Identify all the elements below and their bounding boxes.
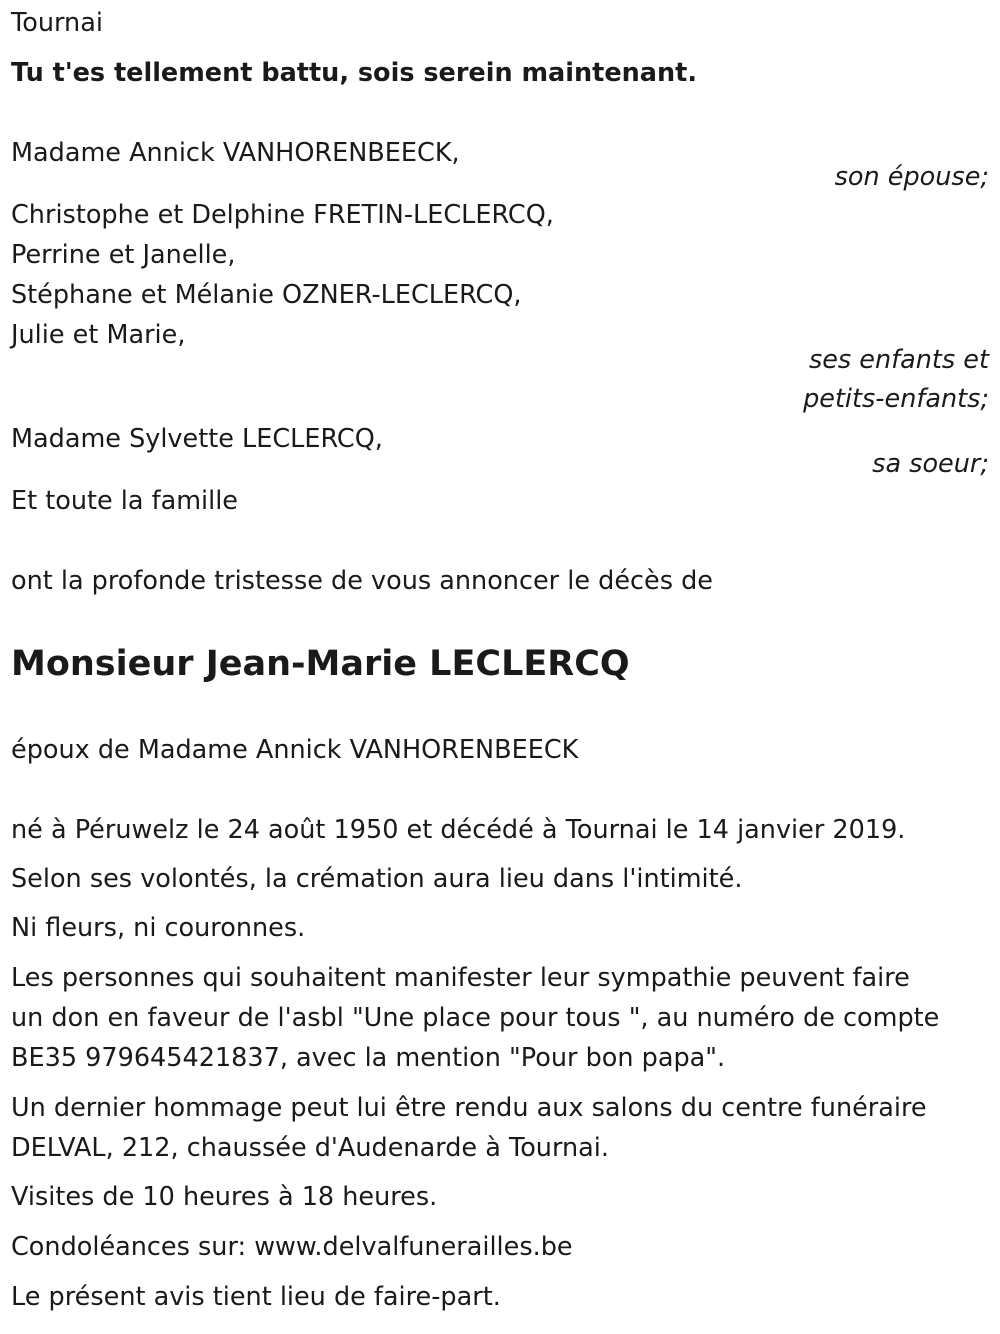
- announcement: ont la profonde tristesse de vous annoncer le décès de: [11, 566, 713, 596]
- child-line: Perrine et Janelle,: [11, 240, 236, 270]
- flowers-line: Ni fleurs, ni couronnes.: [11, 913, 306, 943]
- donation-line: un don en faveur de l'asbl "Une place pour tous ", au numéro de compte: [11, 1003, 940, 1033]
- sister-name: Madame Sylvette LECLERCQ,: [11, 424, 383, 454]
- obituary-notice: [11, 0, 989, 1334]
- children-relation: ses enfants et: [808, 345, 989, 375]
- motto: Tu t'es tellement battu, sois serein maintenant.: [11, 58, 698, 88]
- donation-line: BE35 979645421837, avec la mention "Pour bon papa".: [11, 1043, 726, 1073]
- spouse-of: époux de Madame Annick VANHORENBEECK: [11, 735, 579, 765]
- spouse-relation: son épouse;: [834, 162, 989, 192]
- child-line: Christophe et Delphine FRETIN-LECLERCQ,: [11, 200, 554, 230]
- family-line: Et toute la famille: [11, 486, 238, 516]
- cremation-line: Selon ses volontés, la crémation aura lieu dans l'intimité.: [11, 864, 743, 894]
- tribute-line: DELVAL, 212, chaussée d'Audenarde à Tournai.: [11, 1133, 609, 1163]
- child-line: Julie et Marie,: [11, 320, 186, 350]
- deceased-name: Monsieur Jean-Marie LECLERCQ: [11, 644, 630, 684]
- condolences-line: Condoléances sur: www.delvalfunerailles.be: [11, 1232, 573, 1262]
- children-relation: petits-enfants;: [803, 384, 989, 414]
- child-line: Stéphane et Mélanie OZNER-LECLERCQ,: [11, 280, 522, 310]
- notice-line: Le présent avis tient lieu de faire-part.: [11, 1282, 501, 1312]
- visits-line: Visites de 10 heures à 18 heures.: [11, 1182, 438, 1212]
- sister-relation: sa soeur;: [872, 449, 989, 479]
- birth-death-line: né à Péruwelz le 24 août 1950 et décédé à Tournai le 14 janvier 2019.: [11, 815, 906, 845]
- donation-line: Les personnes qui souhaitent manifester leur sympathie peuvent faire: [11, 963, 910, 993]
- tribute-line: Un dernier hommage peut lui être rendu aux salons du centre funéraire: [11, 1093, 927, 1123]
- location: Tournai: [11, 8, 103, 38]
- spouse-name: Madame Annick VANHORENBEECK,: [11, 138, 460, 168]
